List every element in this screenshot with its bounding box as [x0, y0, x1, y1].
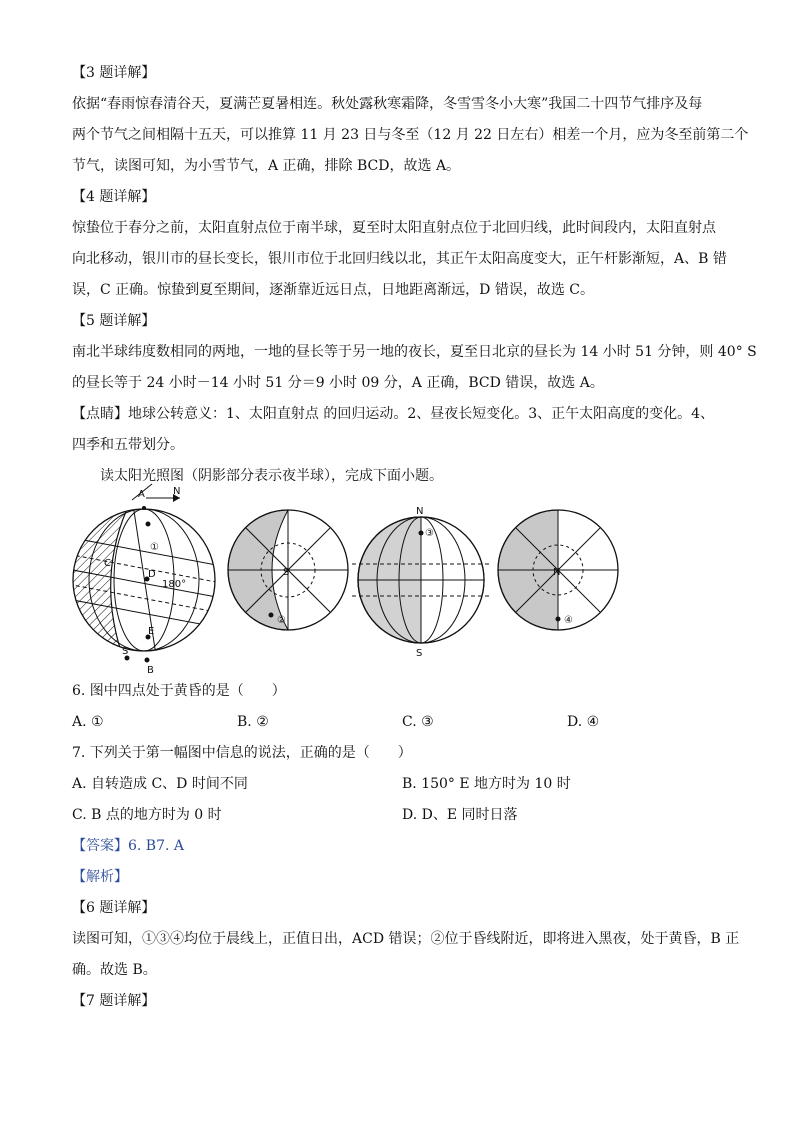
q5-line: 南北半球纬度数相同的两地，一地的昼长等于另一地的夜长，夏至日北京的昼长为 14 小时 51 分钟，则 40° S — [72, 344, 757, 360]
q3-line: 节气，读图可知，为小雪节气，A 正确，排除 BCD，故选 A。 — [72, 158, 461, 174]
q6-option-b[interactable]: B. ② — [237, 714, 269, 730]
q5-heading: 【5 题详解】 — [72, 313, 156, 329]
sunlight-diagram — [72, 486, 732, 676]
q7-option-c[interactable]: C. B 点的地方时为 0 时 — [72, 807, 222, 823]
marker-3: ③ — [425, 528, 434, 539]
q6-options — [72, 707, 732, 738]
label-A: A — [138, 489, 145, 500]
label-E: E — [148, 626, 155, 637]
sunlight-diagram-svg — [72, 486, 732, 676]
q7-option-b[interactable]: B. 150° E 地方时为 10 时 — [402, 776, 571, 792]
page-content — [72, 58, 757, 1017]
q3-heading: 【3 题详解】 — [72, 65, 156, 81]
marker-1: ① — [150, 542, 159, 553]
globe-1 — [62, 484, 232, 668]
label-N-globe4: N — [553, 567, 561, 578]
tip-line: 【点睛】地球公转意义：1、太阳直射点 的回归运动。2、昼夜长短变化。3、正午太阳高度的变化。4、 — [72, 406, 715, 422]
q4-heading: 【4 题详解】 — [72, 189, 156, 205]
q7-options-row2 — [72, 800, 732, 831]
q6-detail-heading: 【6 题详解】 — [72, 900, 156, 916]
label-N-globe3: N — [416, 506, 424, 517]
marker-4: ④ — [564, 615, 573, 626]
q5-line: 的昼长等于 24 小时－14 小时 51 分＝9 小时 09 分，A 正确，BCD 错误，故选 A。 — [72, 375, 604, 391]
q6-option-a[interactable]: A. ① — [72, 714, 104, 730]
q4-line: 误，C 正确。惊蛰到夏至期间，逐渐靠近远日点，日地距离渐远，D 错误，故选 C。 — [72, 282, 594, 298]
q6-detail-line: 确。故选 B。 — [72, 962, 157, 978]
label-C: C — [104, 558, 111, 569]
globe-3 — [352, 517, 490, 643]
figure-intro: 读太阳光照图（阴影部分表示夜半球），完成下面小题。 — [100, 468, 443, 484]
q3-line: 两个节气之间相隔十五天，可以推算 11 月 23 日与冬至（12 月 22 日左右）相差一个月，应为冬至前第二个 — [72, 127, 749, 143]
label-D: D — [148, 569, 156, 580]
q6-stem: 6. 图中四点处于黄昏的是（ ） — [72, 683, 286, 699]
q6-detail-line: 读图可知，①③④均位于晨线上，正值日出，ACD 错误；②位于昏线附近，即将进入黑夜，处于黄昏，B 正 — [72, 931, 740, 947]
q6-option-c[interactable]: C. ③ — [402, 714, 434, 730]
q7-detail-heading: 【7 题详解】 — [72, 993, 156, 1009]
label-N: N — [173, 486, 181, 497]
q7-stem: 7. 下列关于第一幅图中信息的说法，正确的是（ ） — [72, 745, 412, 761]
answer-line: 【答案】6. B7. A — [72, 838, 185, 854]
q7-option-a[interactable]: A. 自转造成 C、D 时间不同 — [72, 776, 248, 792]
label-B: B — [147, 665, 154, 676]
label-S-globe2: S — [283, 567, 290, 578]
analysis-heading: 【解析】 — [72, 869, 128, 885]
q4-line: 惊蛰位于春分之前，太阳直射点位于南半球，夏至时太阳直射点位于北回归线，此时间段内，太阳直射点 — [72, 220, 716, 236]
tip-line: 四季和五带划分。 — [72, 437, 184, 453]
q7-options-row1 — [72, 769, 732, 800]
label-S-globe3: S — [416, 648, 423, 659]
q4-line: 向北移动，银川市的昼长变长，银川市位于北回归线以北，其正午太阳高度变大，正午杆影渐短，A、B 错 — [72, 251, 727, 267]
marker-2: ② — [277, 615, 286, 626]
label-S: S — [122, 646, 129, 657]
q3-line: 依据“春雨惊春清谷天，夏满芒夏暑相连。秋处露秋寒霜降，冬雪雪冬小大寒”我国二十四节气排序及每 — [72, 96, 703, 112]
q6-option-d[interactable]: D. ④ — [567, 714, 600, 730]
q7-option-d[interactable]: D. D、E 同时日落 — [402, 807, 518, 823]
label-180: 180° — [162, 579, 187, 590]
